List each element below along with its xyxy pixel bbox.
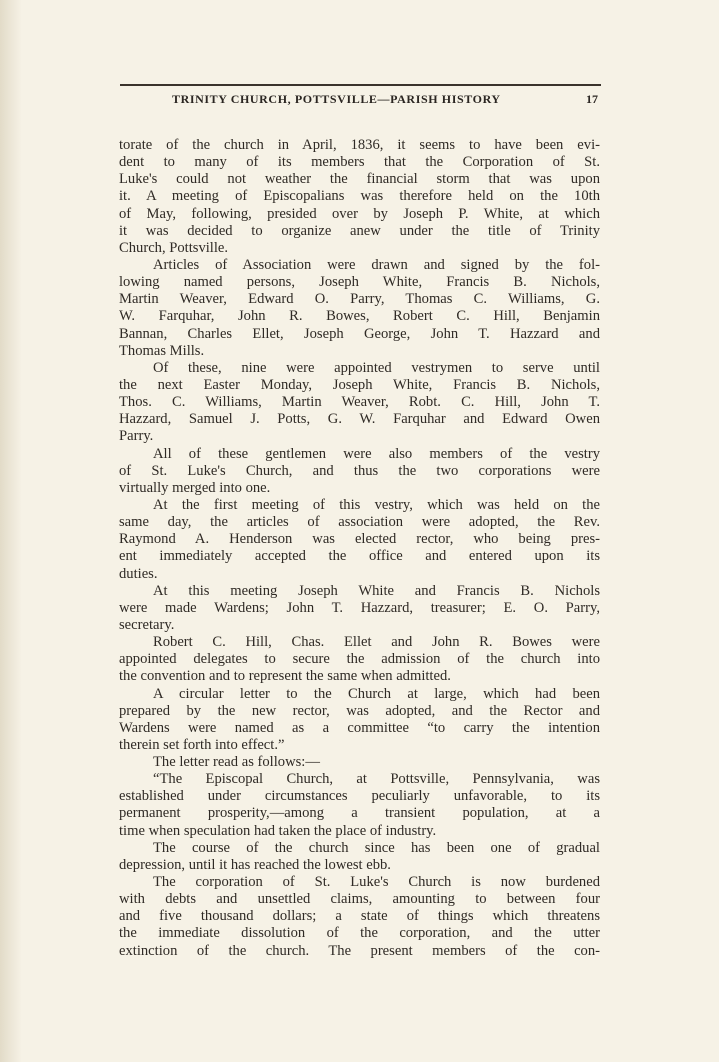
- text-line: At this meeting Joseph White and Francis B. Nichols: [153, 582, 600, 599]
- text-line: Church, Pottsville.: [119, 239, 229, 256]
- text-line: ent immediately accepted the office and entered upon its: [119, 548, 600, 565]
- text-line: of May, following, presided over by Joseph P. White, at which: [119, 205, 600, 222]
- text-line: it. A meeting of Episcopalians was therefore held on the 10th: [119, 188, 600, 205]
- text-line: virtually merged into one.: [119, 479, 271, 496]
- header-rule: [120, 84, 601, 86]
- text-line: dent to many of its members that the Corporation of St.: [119, 154, 600, 171]
- text-line: with debts and unsettled claims, amounting to between four: [119, 891, 600, 908]
- text-line: established under circumstances peculiarly unfavorable, to its: [119, 788, 600, 805]
- text-line: depression, until it has reached the lowest ebb.: [119, 856, 391, 873]
- text-line: Thomas Mills.: [119, 342, 205, 359]
- text-line: Thos. C. Williams, Martin Weaver, Robt. C. Hill, John T.: [119, 394, 600, 411]
- text-line: the immediate dissolution of the corporation, and the utter: [119, 925, 600, 942]
- page-number: 17: [586, 92, 598, 106]
- text-line: same day, the articles of association were adopted, the Rev.: [119, 514, 600, 531]
- text-line: permanent prosperity,—among a transient population, at a: [119, 805, 600, 822]
- text-line: W. Farquhar, John R. Bowes, Robert C. Hill, Benjamin: [119, 308, 600, 325]
- body-text: [119, 137, 600, 960]
- text-line: The course of the church since has been one of gradual: [153, 839, 600, 856]
- text-line: therein set forth into effect.”: [119, 736, 285, 753]
- text-line: the next Easter Monday, Joseph White, Francis B. Nichols,: [119, 376, 600, 393]
- running-title: TRINITY CHURCH, POTTSVILLE—PARISH HISTORY: [172, 92, 501, 106]
- text-line: Raymond A. Henderson was elected rector, who being pres-: [119, 531, 600, 548]
- text-line: All of these gentlemen were also members of the vestry: [153, 445, 600, 462]
- text-line: lowing named persons, Joseph White, Francis B. Nichols,: [119, 274, 600, 291]
- text-line: extinction of the church. The present members of the con-: [119, 942, 600, 959]
- text-line: Parry.: [119, 428, 154, 445]
- text-line: A circular letter to the Church at large, which had been: [153, 685, 600, 702]
- text-line: duties.: [119, 565, 158, 582]
- text-line: Bannan, Charles Ellet, Joseph George, John T. Hazzard and: [119, 325, 600, 342]
- text-line: Robert C. Hill, Chas. Ellet and John R. Bowes were: [153, 634, 600, 651]
- text-line: At the first meeting of this vestry, which was held on the: [153, 496, 600, 513]
- text-line: time when speculation had taken the place of industry.: [119, 822, 437, 839]
- text-line: it was decided to organize anew under the title of Trinity: [119, 222, 600, 239]
- text-line: and five thousand dollars; a state of things which threatens: [119, 908, 600, 925]
- text-line: torate of the church in April, 1836, it seems to have been evi-: [119, 137, 600, 153]
- text-line: Of these, nine were appointed vestrymen to serve until: [153, 359, 600, 376]
- text-line: the convention and to represent the same when admitted.: [119, 668, 451, 685]
- text-line: The letter read as follows:—: [153, 754, 320, 771]
- text-line: The corporation of St. Luke's Church is now burdened: [153, 874, 600, 891]
- text-line: Hazzard, Samuel J. Potts, G. W. Farquhar and Edward Owen: [119, 411, 600, 428]
- text-line: appointed delegates to secure the admission of the church into: [119, 651, 600, 668]
- text-line: were made Wardens; John T. Hazzard, treasurer; E. O. Parry,: [119, 599, 600, 616]
- text-line: prepared by the new rector, was adopted, and the Rector and: [119, 702, 600, 719]
- text-line: Articles of Association were drawn and signed by the fol-: [153, 256, 600, 273]
- text-line: “The Episcopal Church, at Pottsville, Pennsylvania, was: [153, 771, 600, 788]
- text-line: of St. Luke's Church, and thus the two corporations were: [119, 462, 600, 479]
- text-line: secretary.: [119, 616, 175, 633]
- running-head: [120, 92, 601, 112]
- text-line: Wardens were named as a committee “to carry the intention: [119, 719, 600, 736]
- text-line: Luke's could not weather the financial storm that was upon: [119, 171, 600, 188]
- text-line: Martin Weaver, Edward O. Parry, Thomas C. Williams, G.: [119, 291, 600, 308]
